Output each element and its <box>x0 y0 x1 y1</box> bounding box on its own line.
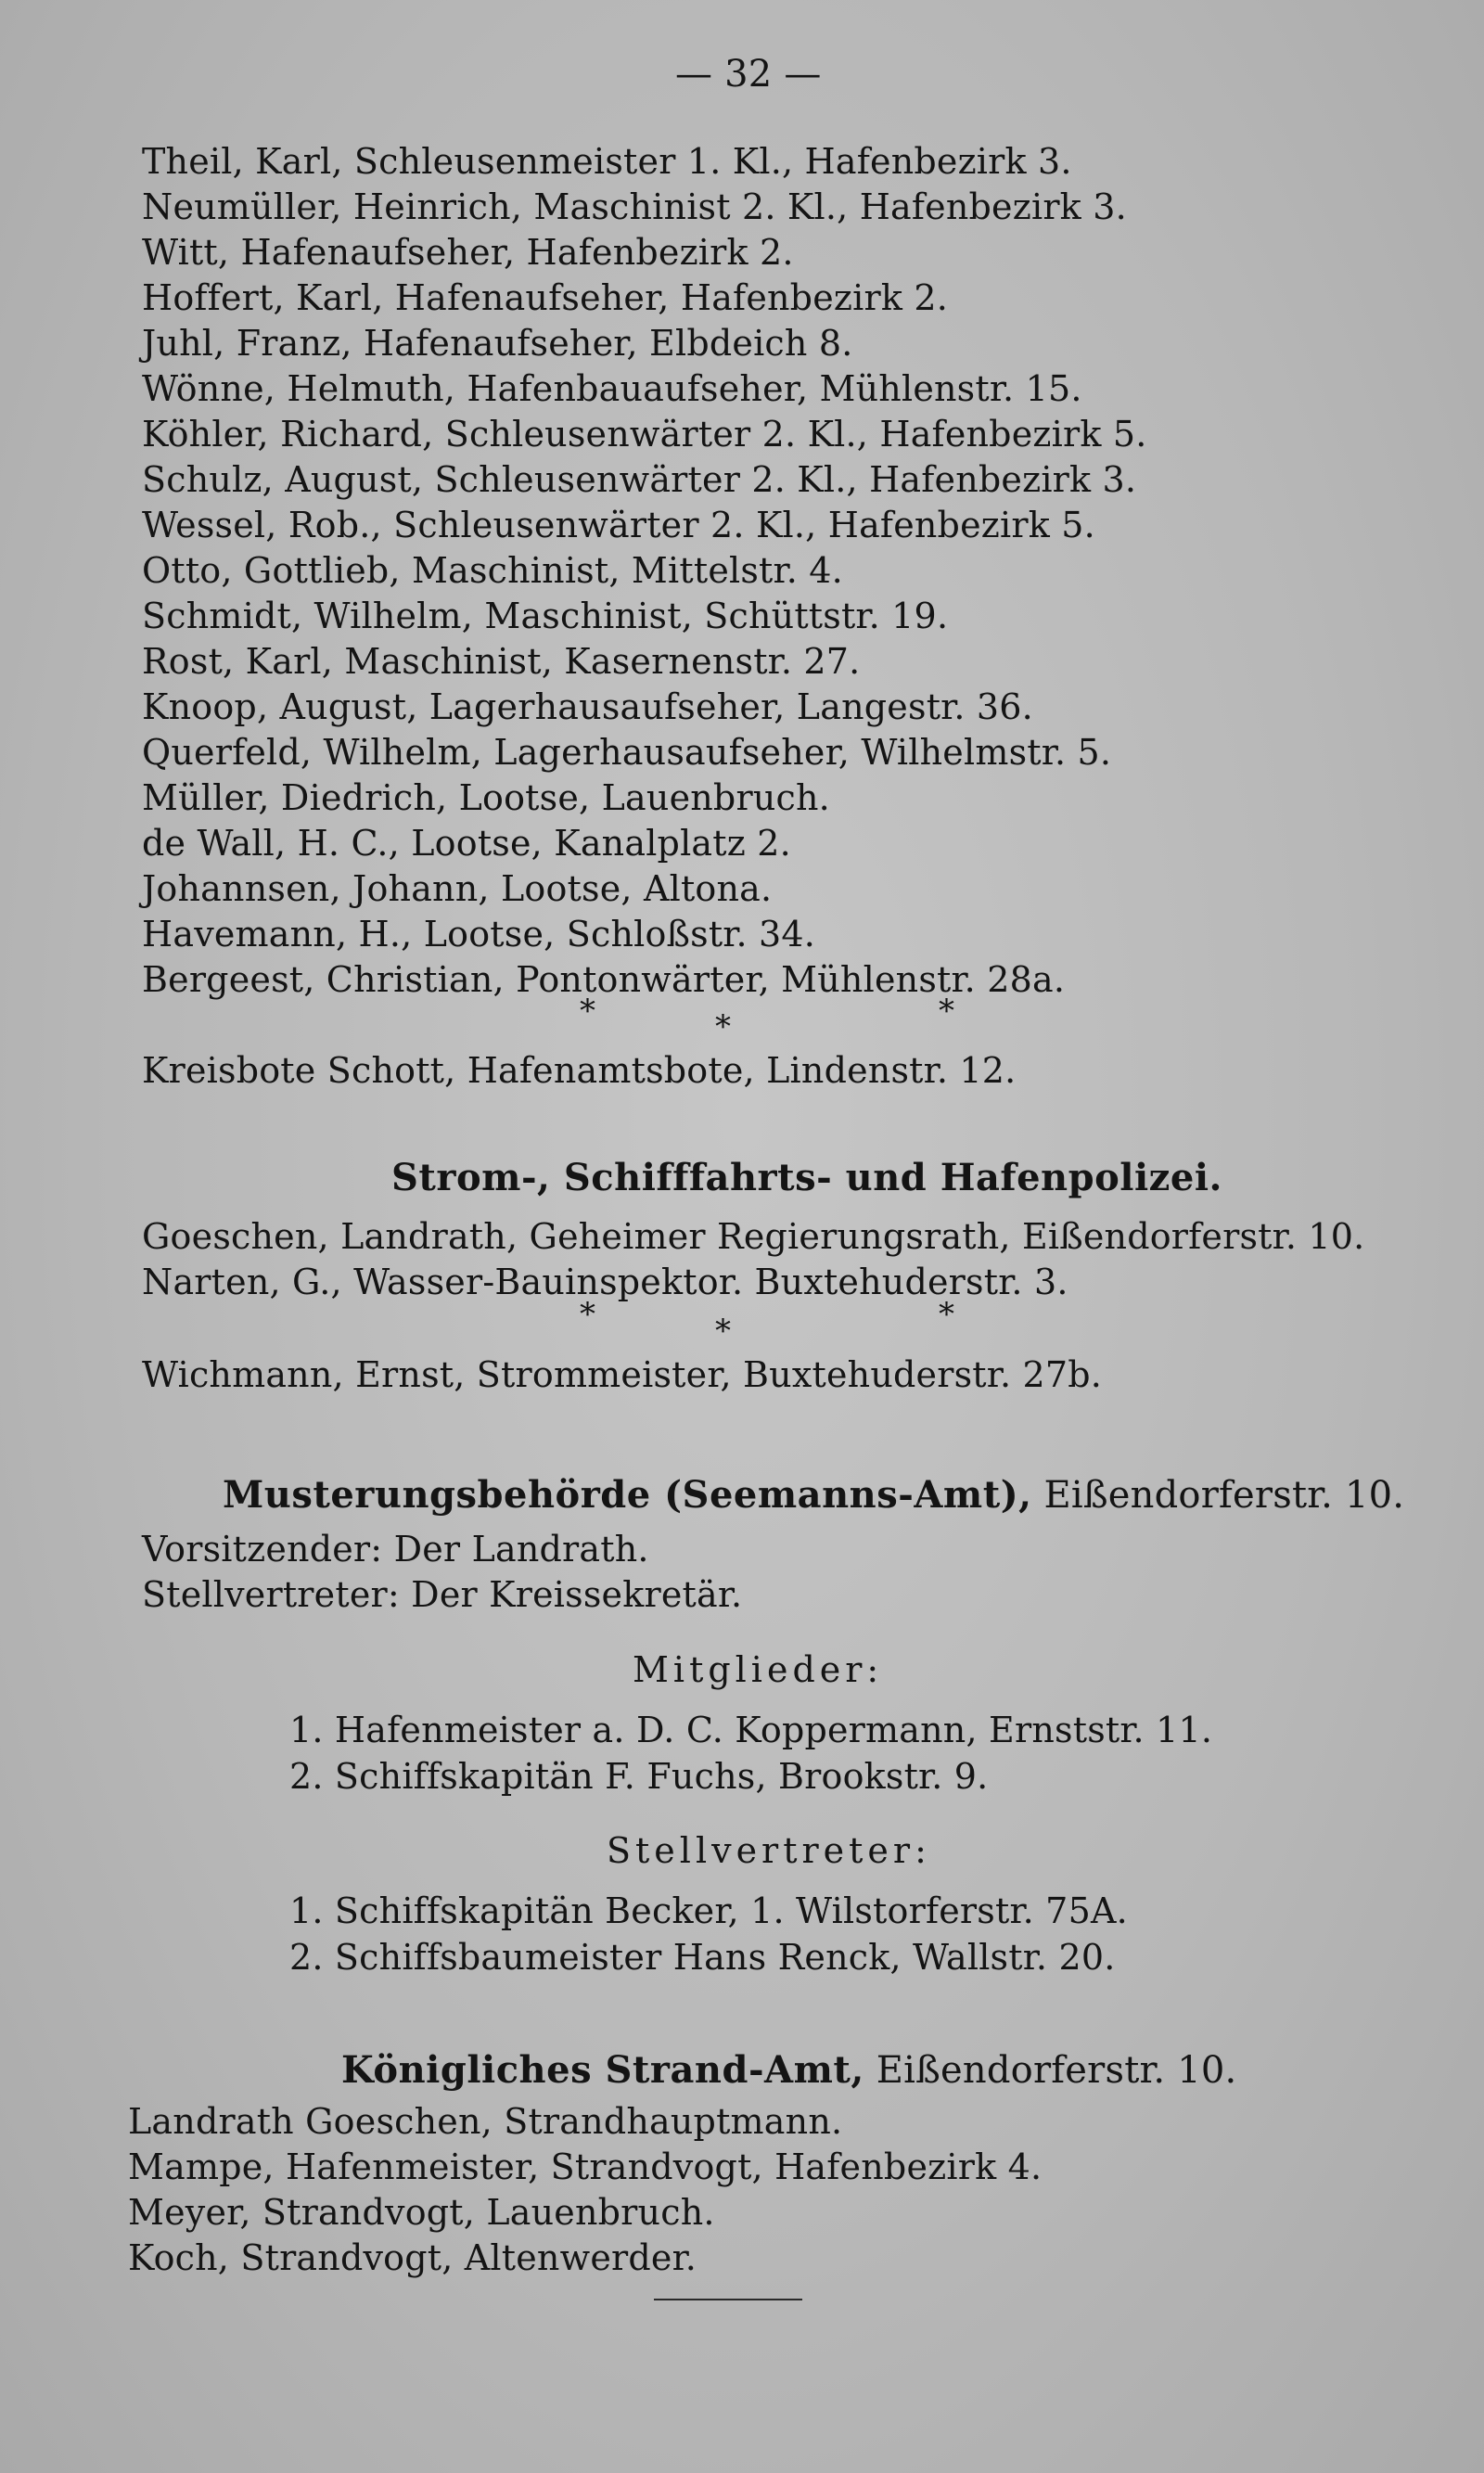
separator-star: * <box>939 993 954 1030</box>
entry-line: Bergeest, Christian, Pontonwärter, Mühlenstr. 28a. <box>142 959 1066 1000</box>
separator-star: * <box>580 993 595 1030</box>
muster-heading-rest: Eißendorferstr. 10. <box>1031 1474 1405 1517</box>
members-title: Mitglieder: <box>633 1649 884 1690</box>
entry-line: Wönne, Helmuth, Hafenbauaufseher, Mühlenstr. 15. <box>142 368 1082 409</box>
entry-line: Juhl, Franz, Hafenaufseher, Elbdeich 8. <box>142 323 853 364</box>
strom-line: Narten, G., Wasser-Bauinspektor. Buxtehuderstr. 3. <box>142 1262 1068 1302</box>
strom-line: Wichmann, Ernst, Strommeister, Buxtehuderstr. 27b. <box>142 1354 1103 1395</box>
separator-star: * <box>939 1296 954 1333</box>
strom-line: Goeschen, Landrath, Geheimer Regierungsrath, Eißendorferstr. 10. <box>142 1216 1365 1257</box>
section-heading-strom: Strom-, Schifffahrts- und Hafenpolizei. <box>391 1156 1222 1199</box>
entry-line: Witt, Hafenaufseher, Hafenbezirk 2. <box>142 232 794 273</box>
separator-star: * <box>715 1008 731 1045</box>
entry-line: Knoop, August, Lagerhausaufseher, Langestr. 36. <box>142 686 1033 727</box>
member-line: 1. Hafenmeister a. D. C. Koppermann, Ernststr. 11. <box>289 1710 1213 1750</box>
entry-line: Havemann, H., Lootse, Schloßstr. 34. <box>142 914 816 955</box>
strand-heading-bold: Königliches Strand-Amt, <box>341 2048 864 2092</box>
strand-line: Meyer, Strandvogt, Lauenbruch. <box>128 2192 715 2233</box>
entry-line: Otto, Gottlieb, Maschinist, Mittelstr. 4. <box>142 550 843 591</box>
kreisbote-line: Kreisbote Schott, Hafenamtsbote, Lindenstr. 12. <box>142 1050 1017 1091</box>
entry-line: Wessel, Rob., Schleusenwärter 2. Kl., Hafenbezirk 5. <box>142 505 1095 545</box>
entry-line: Querfeld, Wilhelm, Lagerhausaufseher, Wilhelmstr. 5. <box>142 732 1112 773</box>
closing-rule <box>654 2299 802 2300</box>
strand-line: Mampe, Hafenmeister, Strandvogt, Hafenbezirk 4. <box>128 2146 1043 2187</box>
strand-heading-rest: Eißendorferstr. 10. <box>864 2049 1237 2092</box>
muster-heading-bold: Musterungsbehörde (Seemanns-Amt), <box>223 1473 1032 1517</box>
member-line: 2. Schiffskapitän F. Fuchs, Brookstr. 9. <box>289 1756 989 1797</box>
separator-star: * <box>580 1296 595 1333</box>
deputy-line: 2. Schiffsbaumeister Hans Renck, Wallstr. 20. <box>289 1937 1116 1978</box>
entry-line: Köhler, Richard, Schleusenwärter 2. Kl., Hafenbezirk 5. <box>142 414 1147 455</box>
entry-line: Hoffert, Karl, Hafenaufseher, Hafenbezirk 2. <box>142 277 948 318</box>
separator-star: * <box>715 1313 731 1350</box>
muster-line: Stellvertreter: Der Kreissekretär. <box>142 1574 743 1615</box>
page-number: — 32 — <box>675 53 822 96</box>
strand-line: Landrath Goeschen, Strandhauptmann. <box>128 2101 843 2142</box>
entry-line: Schulz, August, Schleusenwärter 2. Kl., Hafenbezirk 3. <box>142 459 1137 500</box>
entry-line: Rost, Karl, Maschinist, Kasernenstr. 27. <box>142 641 861 682</box>
entry-line: Neumüller, Heinrich, Maschinist 2. Kl., Hafenbezirk 3. <box>142 186 1127 227</box>
strand-line: Koch, Strandvogt, Altenwerder. <box>128 2237 697 2278</box>
deputy-line: 1. Schiffskapitän Becker, 1. Wilstorferstr. 75A. <box>289 1890 1128 1931</box>
entry-line: de Wall, H. C., Lootse, Kanalplatz 2. <box>142 823 791 864</box>
entry-line: Johannsen, Johann, Lootse, Altona. <box>142 868 773 909</box>
entry-line: Schmidt, Wilhelm, Maschinist, Schüttstr. 19. <box>142 596 949 636</box>
entry-line: Theil, Karl, Schleusenmeister 1. Kl., Hafenbezirk 3. <box>142 141 1072 182</box>
deputies-title: Stellvertreter: <box>607 1830 931 1871</box>
entry-line: Müller, Diedrich, Lootse, Lauenbruch. <box>142 777 830 818</box>
section-heading-muster <box>223 1475 1404 1516</box>
section-heading-strand <box>341 2050 1236 2091</box>
muster-line: Vorsitzender: Der Landrath. <box>142 1529 649 1570</box>
